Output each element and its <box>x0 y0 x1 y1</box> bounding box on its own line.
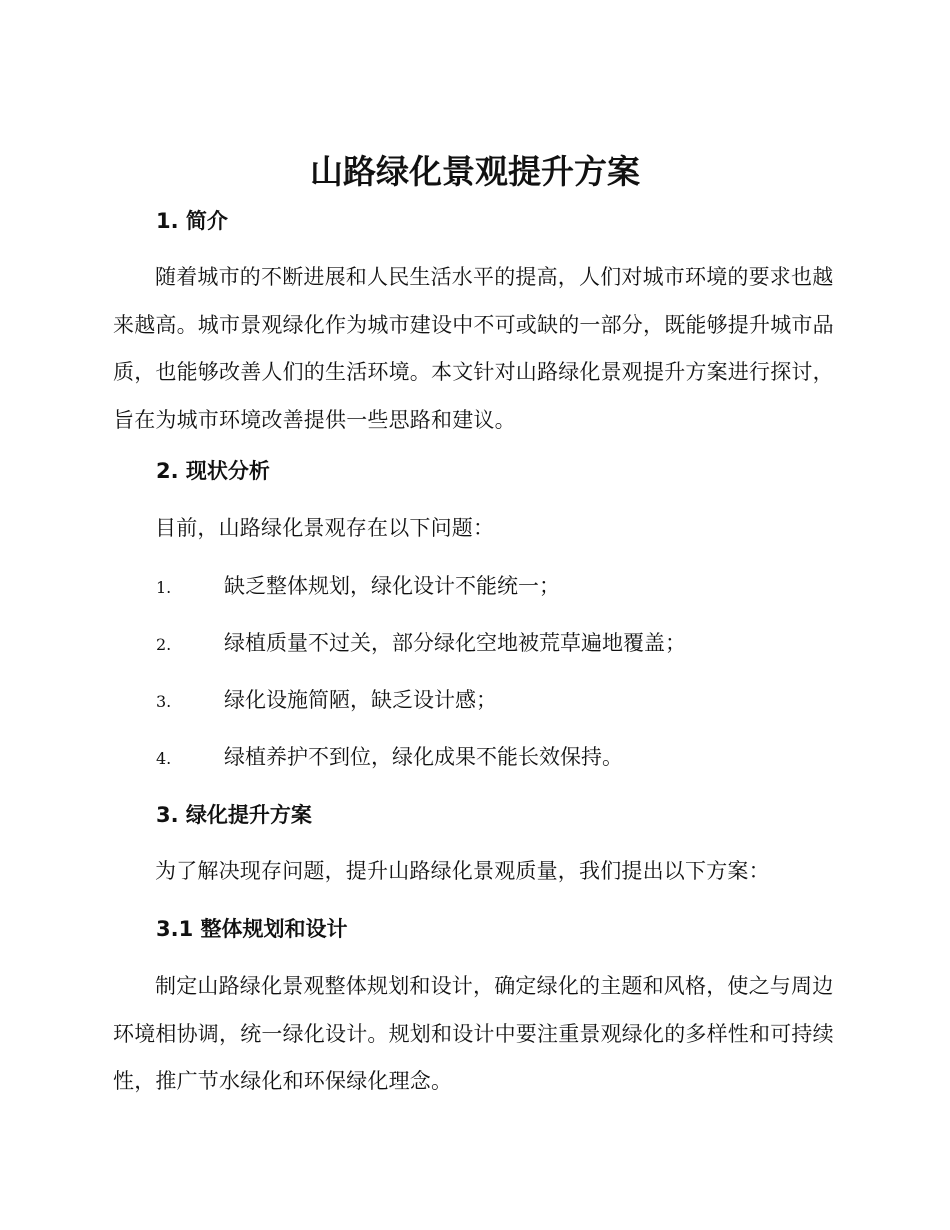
list-item-text: 绿化设施简陋，缺乏设计感； <box>224 688 497 712</box>
list-item-text: 缺乏整体规划，绿化设计不能统一； <box>224 574 560 598</box>
subsection-3-1-paragraph: 制定山路绿化景观整体规划和设计，确定绿化的主题和风格，使之与周边环境相协调，统一绿化设计。规划和设计中要注重景观绿化的多样性和可持续性，推广节水绿化和环保绿化理念。 <box>113 974 834 1093</box>
plan-paragraph: 为了解决现存问题，提升山路绿化景观质量，我们提出以下方案： <box>155 859 770 883</box>
list-item-text: 绿植质量不过关，部分绿化空地被荒草遍地覆盖； <box>224 631 686 655</box>
list-item-number: 1. <box>156 578 172 597</box>
list-item-number: 3. <box>156 692 172 711</box>
section-heading-status: 2. 现状分析 <box>156 459 270 483</box>
list-item-text: 绿植养护不到位，绿化成果不能长效保持。 <box>224 745 623 769</box>
section-heading-plan: 3. 绿化提升方案 <box>156 803 312 827</box>
intro-paragraph: 随着城市的不断进展和人民生活水平的提高，人们对城市环境的要求也越来越高。城市景观绿化作为城市建设中不可或缺的一部分，既能够提升城市品质，也能够改善人们的生活环境。本文针对山路绿化景观提升方案进行探讨，旨在为城市环境改善提供一些思路和建议。 <box>113 265 834 432</box>
status-paragraph: 目前，山路绿化景观存在以下问题： <box>155 516 495 540</box>
list-item-number: 2. <box>156 635 172 654</box>
section-heading-intro: 1. 简介 <box>156 209 228 233</box>
subsection-heading-3-1: 3.1 整体规划和设计 <box>156 917 348 941</box>
document-title: 山路绿化景观提升方案 <box>310 152 640 191</box>
list-item-number: 4. <box>156 749 172 768</box>
